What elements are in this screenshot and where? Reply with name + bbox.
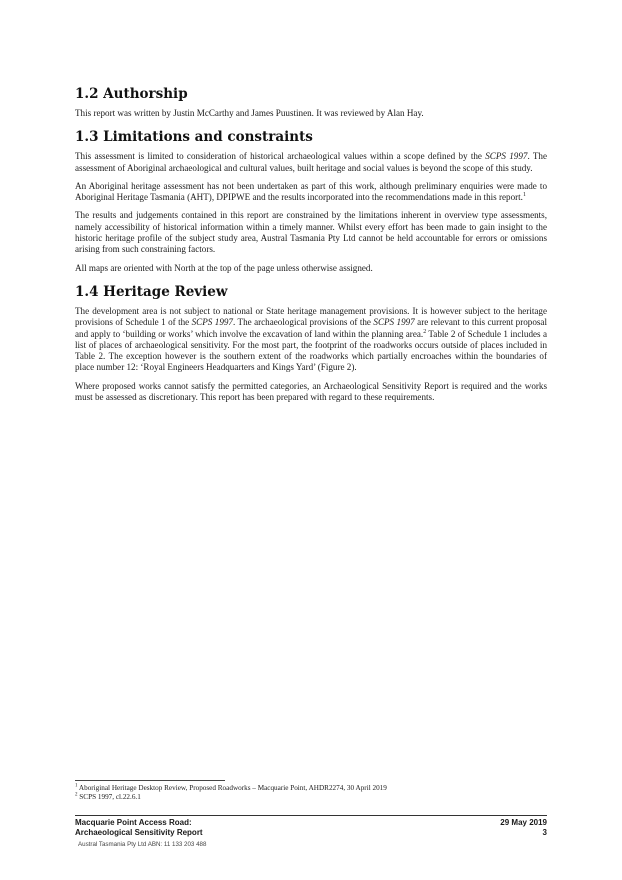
footer-title-line2: Archaeological Sensitivity Report bbox=[75, 828, 203, 837]
paragraph: An Aboriginal heritage assessment has not been undertaken as part of this work, although preliminary enquiries were made to Aboriginal Heritage Tasmania (AHT), DPIPWE and the results incorporated into the recommendations made in this report.$^1$ bbox=[75, 180, 547, 203]
section-heading: 1.3 Limitations and constraints bbox=[75, 129, 313, 146]
footnote-2: $^2$ SCPS 1997, cl.22.6.1 bbox=[75, 792, 141, 801]
footer-title-line1: Macquarie Point Access Road: bbox=[75, 818, 192, 827]
paragraph: Where proposed works cannot satisfy the permitted categories, an Archaeological Sensitivity Report is required and the works must be assessed as discretionary. This report has been prepared with regard to these requirements. bbox=[75, 380, 547, 403]
page-footer bbox=[75, 818, 547, 848]
section-heritage-review bbox=[75, 284, 547, 403]
footer-date: 29 May 2019 bbox=[500, 818, 547, 827]
paragraph: This report was written by Justin McCarthy and James Puustinen. It was reviewed by Alan Hay. bbox=[75, 108, 424, 118]
footnote-ref[interactable]: 1 bbox=[522, 192, 526, 199]
footnote-1: $^1$ Aboriginal Heritage Desktop Review, Proposed Roadworks – Macquarie Point, AHDR2274, 30 April 2019 bbox=[75, 783, 387, 792]
paragraph: All maps are oriented with North at the top of the page unless otherwise assigned. bbox=[75, 262, 373, 273]
paragraph: This assessment is limited to consideration of historical archaeological values within a scope defined by the SCPS 1997. The assessment of Aboriginal archaeological and cultural values, built heritage and social values is beyond the scope of this study. bbox=[75, 151, 547, 173]
footnotes bbox=[75, 780, 547, 802]
footer-page-number: 3 bbox=[542, 828, 547, 837]
section-limitations bbox=[75, 129, 547, 274]
footnote-ref[interactable]: 2 bbox=[423, 328, 427, 335]
section-heading: 1.2 Authorship bbox=[75, 86, 188, 102]
paragraph: The results and judgements contained in this report are constrained by the limitations inherent in overview type assessments, namely accessibility of historical information within a timely manner. Whilst every effort has been made to gain insight to the historic heritage profile of the subject study area, Austral Tasmania Pty Ltd cannot be held accountable for errors or omissions arising from such constraining factors. bbox=[75, 210, 547, 255]
paragraph: The development area is not subject to national or State heritage management provisions. It is however subject to the heritage provisions of Schedule 1 of the SCPS 1997. The archaeological provisions of the SCPS 1997 are relevant to this current proposal and apply to ‘building or works’ which involve the excavation of land within the planning area.$^2$ Table 2 of Schedule 1 includes a list of places of archaeological sensitivity. For the most part, the footprint of the roadworks occurs outside of places included in Table 2. The exception however is the southern extent of the roadworks which partially encroaches within the boundaries of place number 12: ‘Royal Engineers Headquarters and Kings Yard’ (Figure 2). bbox=[75, 305, 547, 373]
page-content bbox=[75, 86, 547, 413]
footnote-divider bbox=[75, 780, 225, 781]
section-authorship bbox=[75, 86, 547, 119]
section-heading: 1.4 Heritage Review bbox=[75, 283, 228, 300]
footer-divider bbox=[75, 815, 547, 816]
footer-company: Austral Tasmania Pty Ltd ABN: 11 133 203 488 bbox=[78, 841, 207, 848]
